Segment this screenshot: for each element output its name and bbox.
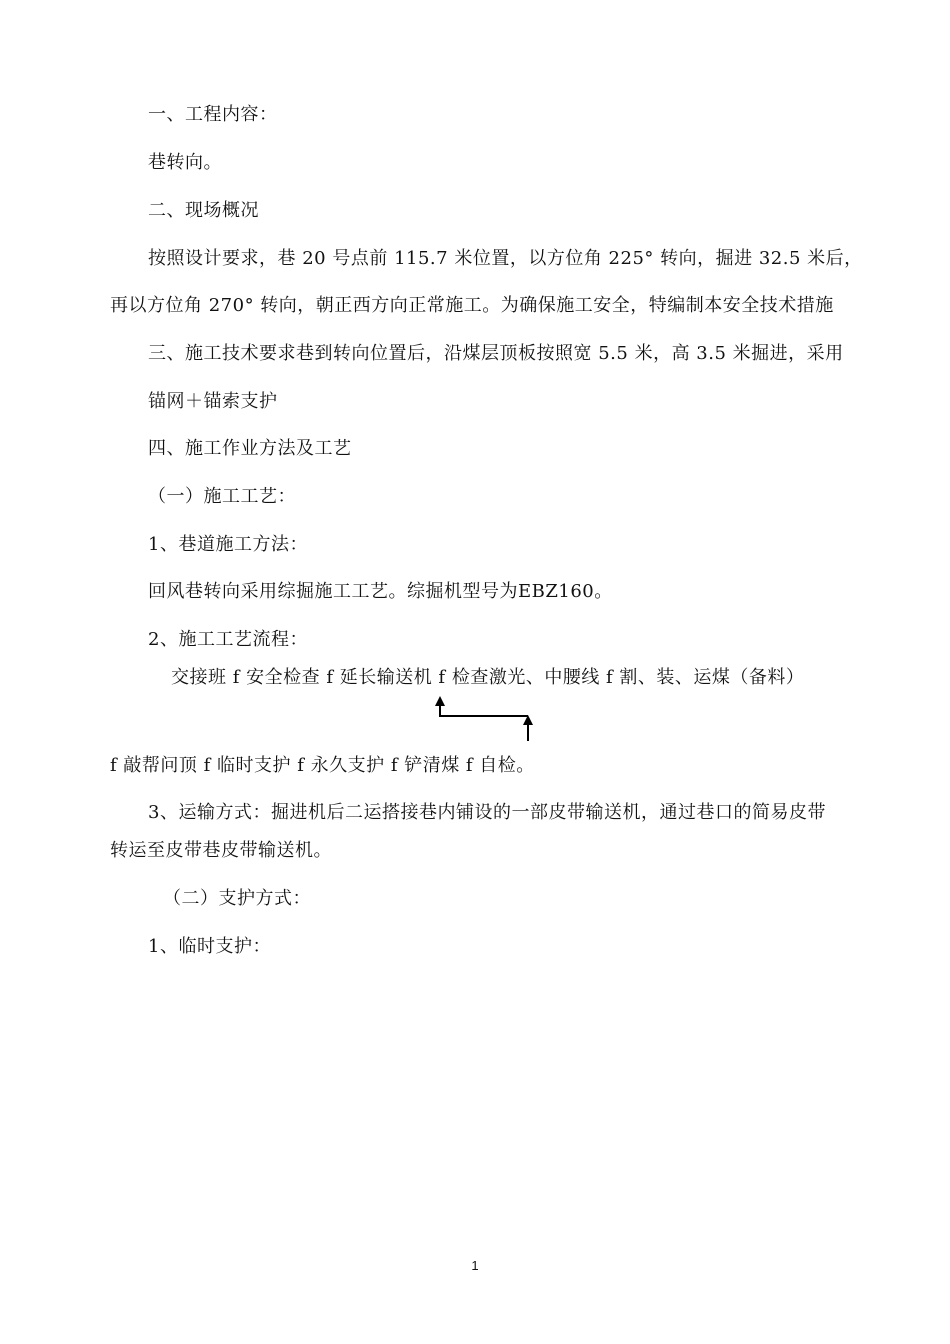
paragraph-lane-turn: 巷转向。: [148, 152, 222, 173]
item-heading-process-flow: 2、施工工艺流程：: [148, 629, 308, 650]
process-flow-line-2: f 敲帮问顶 f 临时支护 f 永久支护 f 铲清煤 f 自检。: [110, 755, 535, 776]
section-heading-technical-requirements: 三、施工技术要求巷到转向位置后，沿煤层顶板按照宽 5.5 米，高 3.5 米掘进，采用: [148, 343, 844, 364]
paragraph-overview-line-1: 按照设计要求，巷 20 号点前 115.7 米位置，以方位角 225° 转向，掘进 32.5 米后，: [148, 248, 863, 269]
paragraph-overview-line-2: 再以方位角 270° 转向，朝正西方向正常施工。为确保施工安全，特编制本安全技术措施: [110, 295, 834, 316]
item-heading-temporary-support: 1、临时支护：: [148, 936, 271, 957]
section-heading-project-content: 一、工程内容：: [148, 104, 278, 125]
section-heading-site-overview: 二、现场概况: [148, 200, 259, 221]
subsection-heading-construction-process: （一）施工工艺：: [148, 486, 296, 507]
paragraph-support-method: 锚网＋锚索支护: [148, 391, 278, 412]
section-heading-construction-methods: 四、施工作业方法及工艺: [148, 438, 352, 459]
process-flow-line-1: 交接班 f 安全检查 f 延长输送机 f 检查激光、中腰线 f 割、装、运煤（备料）: [171, 667, 805, 688]
item-transport-line-2: 转运至皮带巷皮带输送机。: [110, 840, 332, 861]
item-heading-roadway-method: 1、巷道施工方法：: [148, 534, 308, 555]
paragraph-roadway-method: 回风巷转向采用综掘施工工艺。综掘机型号为EBZ160。: [148, 581, 613, 602]
up-arrow-icon: [435, 696, 445, 706]
item-transport-line-1: 3、运输方式：掘进机后二运搭接巷内铺设的一部皮带输送机，通过巷口的简易皮带: [148, 802, 826, 823]
subsection-heading-support-method: （二）支护方式：: [163, 888, 311, 909]
process-flow-arrow-diagram: [428, 690, 538, 744]
page-number: 1: [471, 1258, 479, 1273]
